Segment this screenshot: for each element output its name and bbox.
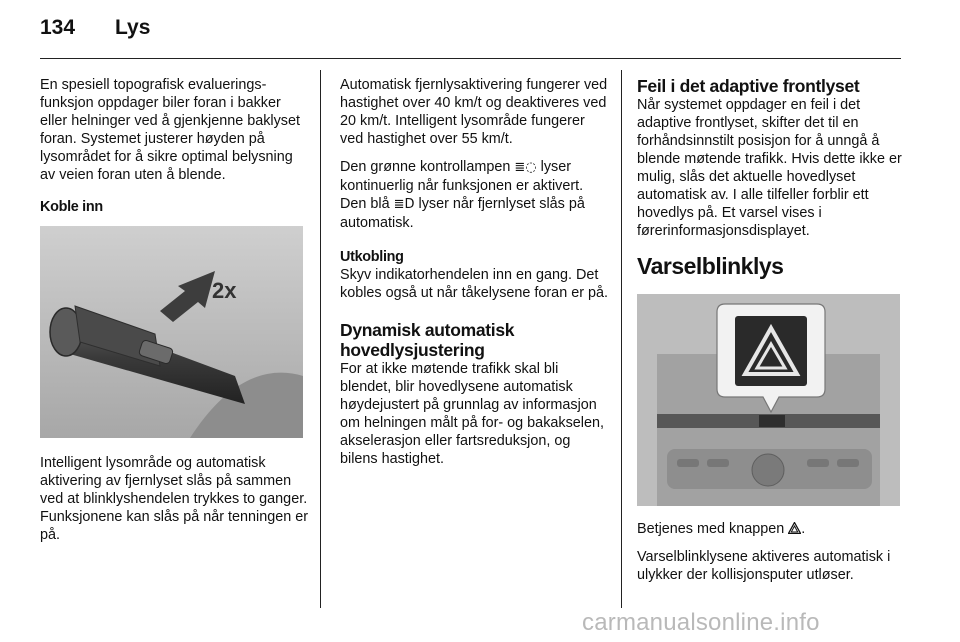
automatic-activation-paragraph: Varselblinklysene aktiveres automatisk i ulykker der kollisjonsputer utløser. [637, 549, 891, 583]
fault-heading: Feil i det adaptive frontlyset [637, 76, 860, 96]
lamp-text-3: lyser når fjernlyset slås på automatisk. [340, 196, 585, 231]
watermark: carmanualsonline.info [582, 609, 820, 636]
speed-paragraph: Automatisk fjernlysaktivering fungerer ved hastighet over 40 km/t og deaktiveres ved 20 km/t. Intelligent lysområde fungerer ved hastighet over 55 km/t. [340, 77, 608, 147]
button-text-1: Betjenes med knappen [637, 521, 789, 537]
column-divider-2 [621, 70, 622, 608]
column-1 [40, 76, 308, 554]
column-2 [340, 76, 610, 478]
hazard-button-figure [637, 294, 900, 506]
dynamic-paragraph: For at ikke møtende trafikk skal bli blendet, blir hovedlysene automatisk høydejustert på grunnlag av informasjon om helningen målt på for- og bakakselen, akselerasjon eller fartsreduksjon, og bilens hastighet. [340, 361, 604, 467]
indicator-stalk-figure [40, 226, 303, 438]
hazard-switch [759, 415, 785, 427]
dynamic-heading: Dynamisk automatisk hovedlysjustering [340, 320, 515, 360]
utkobling-paragraph: Skyv indikatorhendelen inn en gang. Det kobles også ut når tåkelysene foran er på. [340, 267, 608, 301]
utkobling-heading: Utkobling [340, 249, 404, 265]
koble-inn-heading: Koble inn [40, 199, 103, 215]
hazard-triangle-inline-icon [788, 522, 801, 534]
button-paragraph [637, 520, 907, 538]
varselblinklys-heading: Varselblinklys [637, 253, 784, 279]
header-rule [40, 58, 901, 59]
button-text-2: . [801, 521, 806, 537]
fault-paragraph: Når systemet oppdager en feil i det adaptive frontlyset, skifter det til en forhåndsinnstilt posisjon for å unngå å blende møtende trafikk. Hvis dette ikke er mulig, slås det aktuelle hovedlyset automatisk av. I alle tilfeller forblir ett hovedlys på. Et varsel vises i førerinformasjonsdisplayet. [637, 97, 902, 239]
column-3 [637, 76, 907, 594]
figure-label-2x: 2x [212, 278, 237, 303]
figure-caption: Intelligent lysområde og automatisk aktivering av fjernlyset slås på sammen ved at blinklyshendelen trykkes to ganger. Funksjonene kan slås på når tenningen er på. [40, 455, 309, 543]
lamp-text-2: lyser kontinuerlig når funksjonen er aktivert. Den blå [340, 159, 584, 212]
blue-high-beam-icon: ≣D [393, 197, 415, 212]
page-title: Lys [115, 16, 151, 39]
radio-knob [752, 454, 784, 486]
green-lamp-icon: ≣◌ [514, 160, 537, 175]
column-divider-1 [320, 70, 321, 608]
intro-paragraph: En spesiell topografisk evalueringsfunksjon oppdager biler foran i bakker eller helninger ved å gjenkjenne baklyset foran. Systemet justerer høyden på lysområdet for å sikre optimal belysning av veien foran uten å blende. [40, 77, 301, 183]
lamp-text-1: Den grønne kontrollampen [340, 159, 515, 175]
page-number: 134 [40, 16, 76, 39]
control-lamp-paragraph [340, 158, 610, 232]
